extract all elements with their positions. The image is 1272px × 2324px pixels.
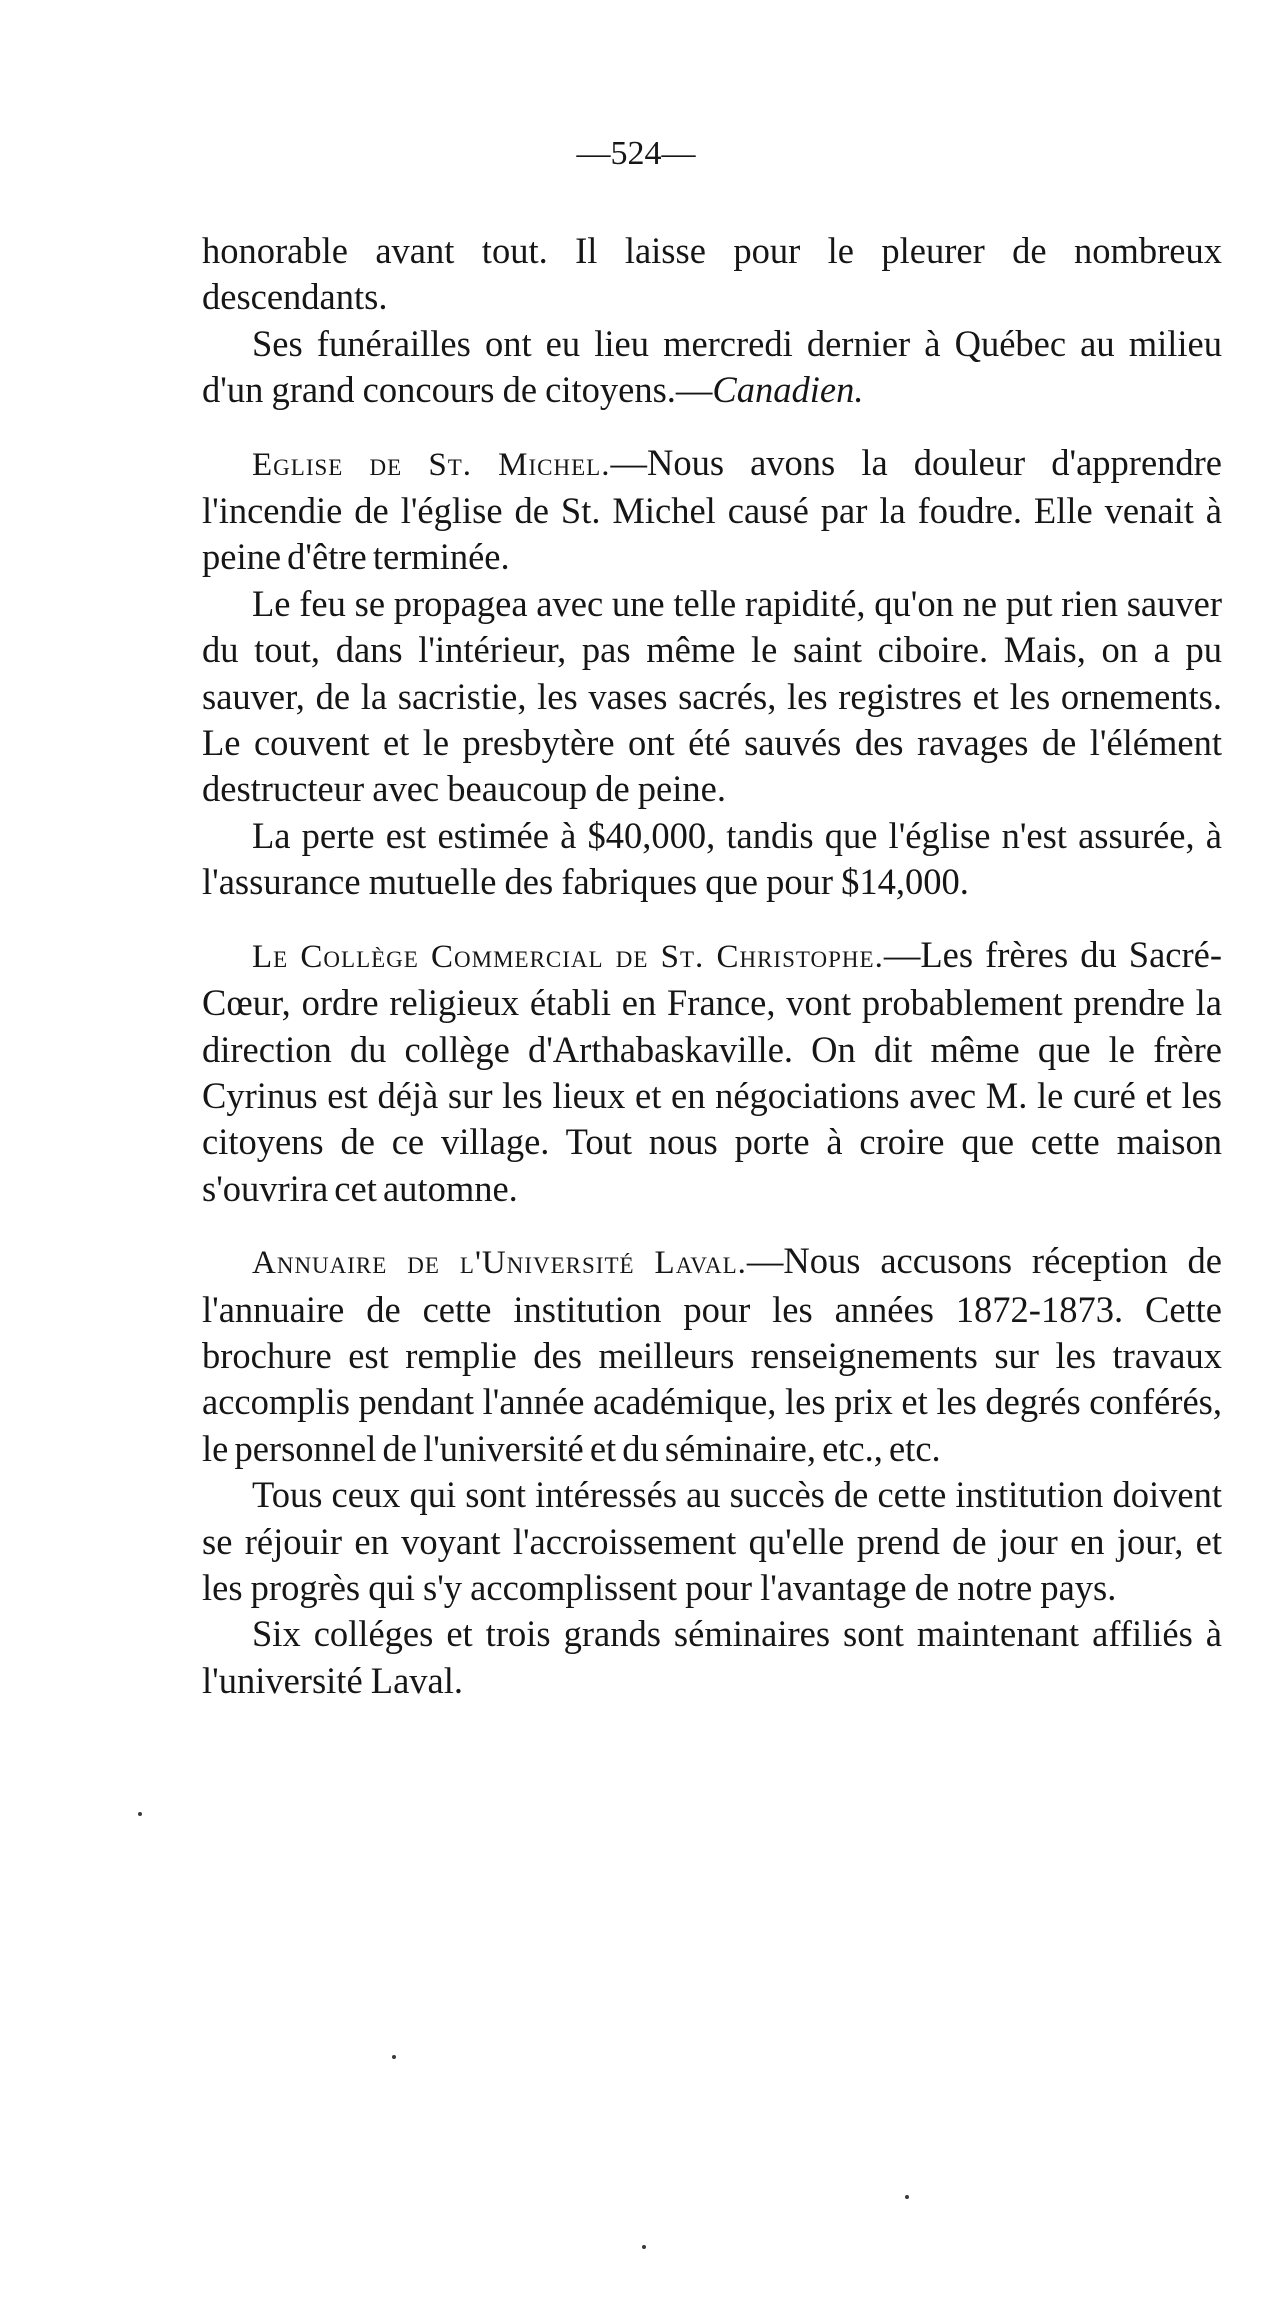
paragraph-text: Tous ceux qui sont intéressés au succès de cette institution doivent se réjouir en voyant l'accroissement qu'elle prend de jour en jour, et les progrès qui s'y accomplissent pour l'avantage de notre pays. (202, 1474, 1222, 1608)
paragraph-text: La perte est estimée à $40,000, tandis que l'église n'est assurée, à l'assurance mutuelle des fabriques que pour $14,000. (202, 814, 1222, 903)
paragraph-eglise-feu (202, 581, 1222, 813)
paragraph-annuaire-colleges (202, 1611, 1222, 1704)
article-heading: Annuaire de l'Université Laval. (252, 1245, 747, 1282)
paragraph-text: Six colléges et trois grands séminaires sont maintenant affiliés à l'université Laval. (202, 1613, 1222, 1701)
paragraph-eglise-perte (202, 813, 1222, 906)
article-column (202, 228, 1222, 1704)
print-speck (392, 2055, 396, 2059)
paragraph-text: —Nous avons la douleur d'apprendre l'incendie de l'église de St. Michel causé par la foudre. Elle venait à peine d'être terminée. (202, 441, 1223, 578)
print-speck (138, 1812, 142, 1816)
paragraph-funerailles (202, 321, 1222, 414)
article-annuaire-laval (202, 1238, 1222, 1472)
source-attribution: Canadien. (712, 369, 864, 411)
article-heading: Le Collège Commercial de St. Christophe. (252, 938, 884, 975)
paragraph-text: —Nous accusons réception de l'annuaire de cette institution pour les années 1872-1873. Cette brochure est remplie des meilleurs renseignements sur les travaux accomplis pendant l'année académique, les prix et les degrés conférés, le personnel de l'université et du séminaire, etc., etc. (202, 1240, 1223, 1469)
paragraph-text: Le feu se propagea avec une telle rapidité, qu'on ne put rien sauver du tout, dans l'intérieur, pas même le saint ciboire. Mais, on a pu sauver, de la sacristie, les vases sacrés, les registres et les ornements. Le couvent et le presbytère ont été sauvés des ravages de l'élément destructeur avec beaucoup de peine. (202, 582, 1222, 810)
print-speck (905, 2195, 909, 2199)
paragraph-text: —Les frères du Sacré-Cœur, ordre religieux établi en France, vont probablement prendre la direction du collège d'Arthabaskaville. On dit même que le frère Cyrinus est déjà sur les lieux et en négociations avec M. le curé et les citoyens de ce village. Tout nous porte à croire que cette maison s'ouvrira cet automne. (202, 933, 1223, 1209)
paragraph-text: honorable avant tout. Il laisse pour le pleurer de nombreux descendants. (202, 230, 1222, 318)
paragraph-funerailles-intro (202, 228, 1222, 321)
page-number: —524— (576, 135, 696, 172)
paragraph-text: Ses funérailles ont eu lieu mercredi dernier à Québec au milieu d'un grand concours de citoyens.— (202, 322, 1222, 411)
article-heading: Eglise de St. Michel. (252, 446, 611, 483)
article-eglise-st-michel (202, 440, 1222, 581)
article-college-st-christophe (202, 932, 1222, 1212)
paragraph-annuaire-interesses (202, 1472, 1222, 1611)
print-speck (642, 2245, 646, 2249)
